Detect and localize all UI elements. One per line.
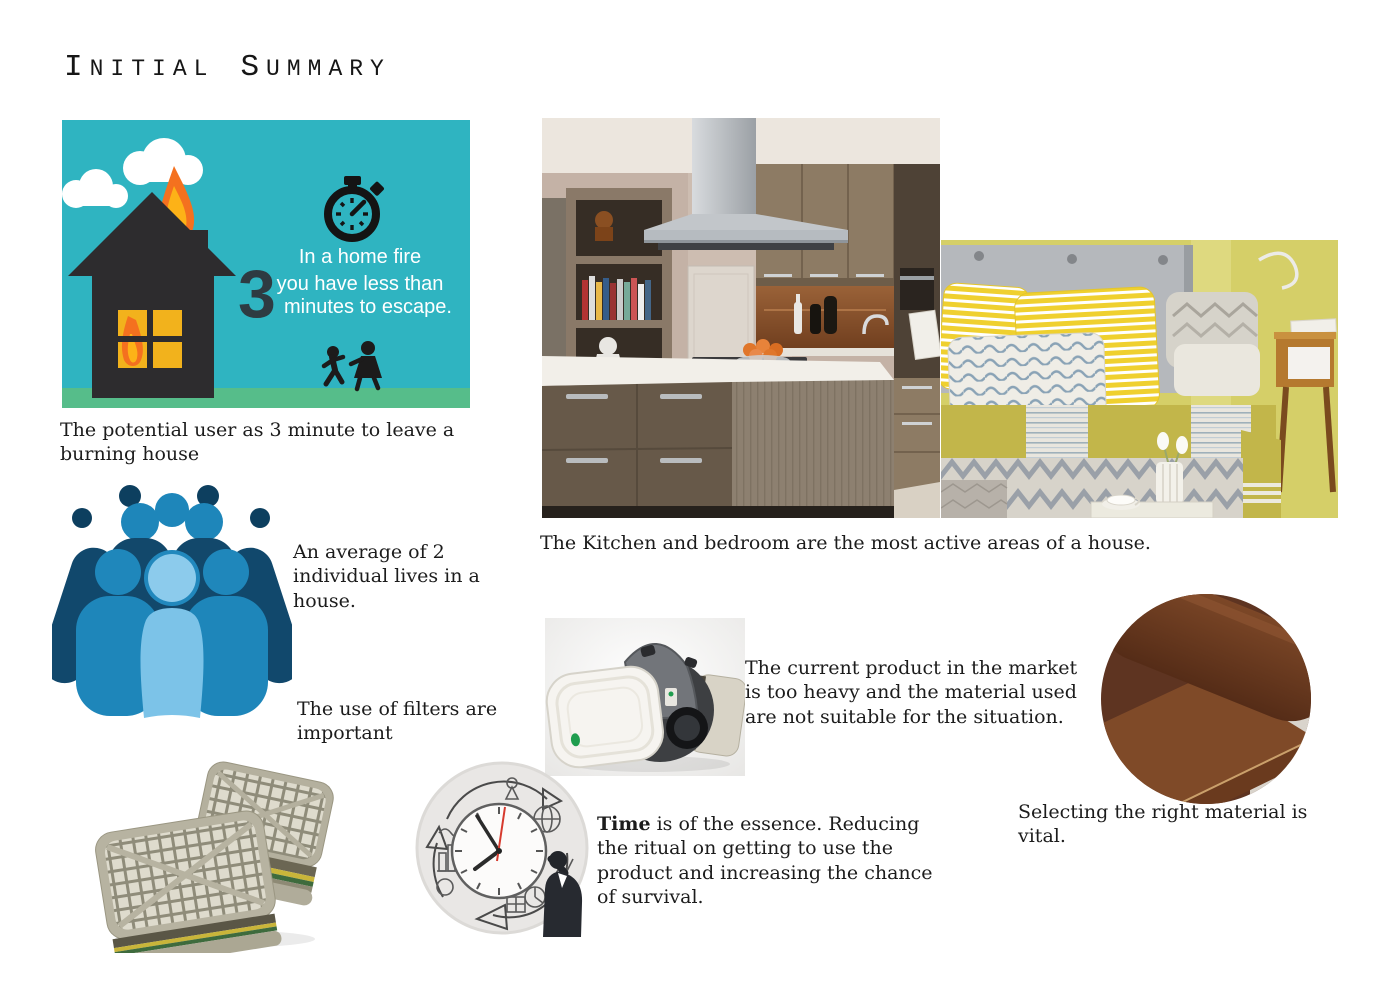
fire-escape-infographic bbox=[62, 120, 470, 408]
caption-time bbox=[597, 812, 935, 909]
stopwatch-icon bbox=[328, 176, 385, 238]
infographic-line3: minutes to escape. bbox=[284, 296, 452, 318]
clock-doodle-photo bbox=[415, 757, 589, 939]
kitchen-photo bbox=[542, 118, 940, 518]
respirator-left-filter bbox=[545, 664, 666, 771]
caption-occupancy: An average of 2 individual lives in a house. bbox=[293, 541, 480, 612]
bedroom-photo bbox=[941, 240, 1338, 518]
filter-cartridge-front bbox=[93, 808, 282, 953]
kitchen-island bbox=[542, 339, 894, 518]
infographic-line2: you have less than bbox=[276, 273, 444, 295]
caption-filters: The use of filters are important bbox=[297, 698, 498, 745]
people-group-icon bbox=[52, 480, 292, 720]
pouf bbox=[941, 480, 1007, 518]
clock-face bbox=[452, 804, 546, 898]
infographic-line1: In a home fire bbox=[298, 246, 422, 268]
material-photo bbox=[1100, 593, 1312, 805]
page-title bbox=[64, 48, 417, 85]
caption-rooms: The Kitchen and bedroom are the most active areas of a house. bbox=[540, 532, 1151, 554]
caption-fire: The potential user as 3 minute to leave a burning house bbox=[60, 419, 455, 466]
filter-cartridges-photo bbox=[85, 757, 347, 953]
running-people-icon bbox=[324, 341, 382, 389]
caption-time-rest: is of the essence. Reducing the ritual on getting to use the product and increasing the chance of survival. bbox=[597, 813, 933, 908]
caption-time-bold: Time bbox=[597, 813, 651, 835]
title-word-summary: SUMMARY bbox=[240, 50, 391, 85]
respirator-photo bbox=[545, 618, 745, 776]
title-word-initial: INITIAL bbox=[64, 50, 215, 85]
caption-product: The current product in the market is too heavy and the material used are not suitable for the situation. bbox=[745, 657, 1078, 728]
infographic-number: 3 bbox=[238, 256, 276, 332]
caption-material: Selecting the right material is vital. bbox=[1018, 801, 1308, 848]
